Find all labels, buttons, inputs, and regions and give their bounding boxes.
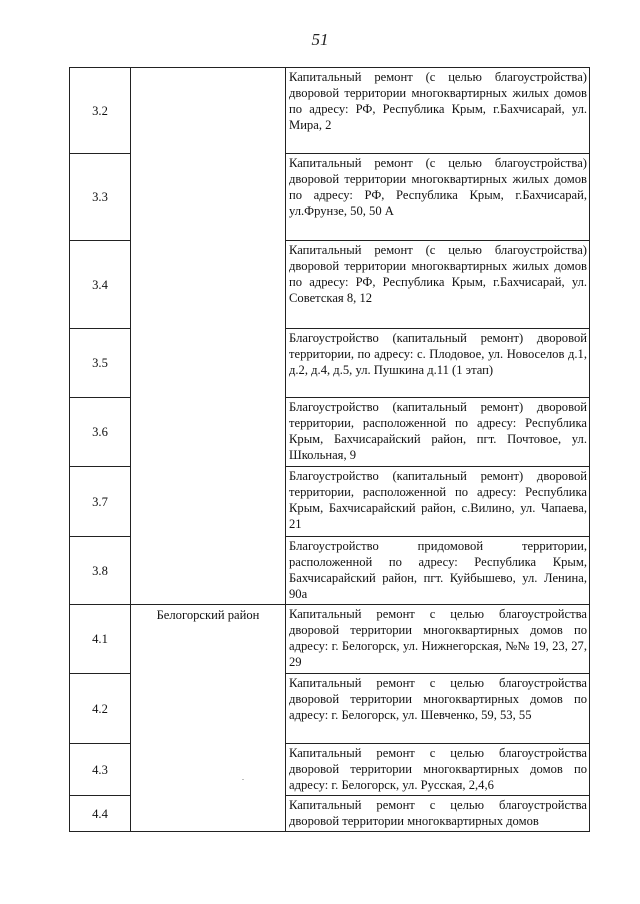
row-description: Благоустройство (капитальный ремонт) дворовой территории, по адресу: с. Плодовое, ул. Новоселов д.1, д.2, д.4, д.5, ул. Пушкина д.11 (1 этап) [286, 329, 590, 398]
row-description: Капитальный ремонт (с целью благоустройства) дворовой территории многоквартирных жилых домов по адресу: РФ, Республика Крым, г.Бахчисарай, ул.Фрунзе, 50, 50 А [286, 154, 590, 241]
row-description: Капитальный ремонт с целью благоустройства дворовой территории многоквартирных домов [286, 796, 590, 832]
row-description: Капитальный ремонт (с целью благоустройства) дворовой территории многоквартирных жилых домов по адресу: РФ, Республика Крым, г.Бахчисарай, ул. Советская 8, 12 [286, 241, 590, 329]
row-number: 3.7 [70, 467, 131, 537]
row-number: 3.2 [70, 68, 131, 154]
district-name: Белогорский район [131, 605, 286, 832]
row-number: 4.2 [70, 674, 131, 744]
row-number: 3.8 [70, 537, 131, 605]
row-number: 3.6 [70, 398, 131, 467]
page-number: 51 [311, 30, 329, 49]
row-number: 3.4 [70, 241, 131, 329]
row-description: Благоустройство (капитальный ремонт) дворовой территории, расположенной по адресу: Республика Крым, Бахчисарайский район, пгт. Почтовое, ул. Школьная, 9 [286, 398, 590, 467]
stray-mark: . [242, 773, 244, 782]
row-description: Капитальный ремонт с целью благоустройства дворовой территории многоквартирных домов по адресу: г. Белогорск, ул. Русская, 2,4,6 [286, 744, 590, 796]
row-number: 3.5 [70, 329, 131, 398]
program-table [69, 67, 590, 832]
district-cell-bakhchisaray [131, 68, 286, 605]
row-description: Капитальный ремонт с целью благоустройства дворовой территории многоквартирных домов по адресу: г. Белогорск, ул. Нижнегорская, №№ 19, 23, 27, 29 [286, 605, 590, 674]
row-number: 3.3 [70, 154, 131, 241]
table-row [70, 68, 590, 154]
row-number: 4.3 [70, 744, 131, 796]
row-number: 4.1 [70, 605, 131, 674]
row-description: Благоустройство (капитальный ремонт) дворовой территории, расположенной по адресу: Республика Крым, Бахчисарайский район, с.Вилино, ул. Чапаева, 21 [286, 467, 590, 537]
row-description: Благоустройство придомовой территории, расположенной по адресу: Республика Крым, Бахчисарайский район, пгт. Куйбышево, ул. Ленина, 90а [286, 537, 590, 605]
row-description: Капитальный ремонт (с целью благоустройства) дворовой территории многоквартирных жилых домов по адресу: РФ, Республика Крым, г.Бахчисарай, ул. Мира, 2 [286, 68, 590, 154]
row-number: 4.4 [70, 796, 131, 832]
table-row [70, 605, 590, 674]
row-description: Капитальный ремонт с целью благоустройства дворовой территории многоквартирных домов по адресу: г. Белогорск, ул. Шевченко, 59, 53, 55 [286, 674, 590, 744]
